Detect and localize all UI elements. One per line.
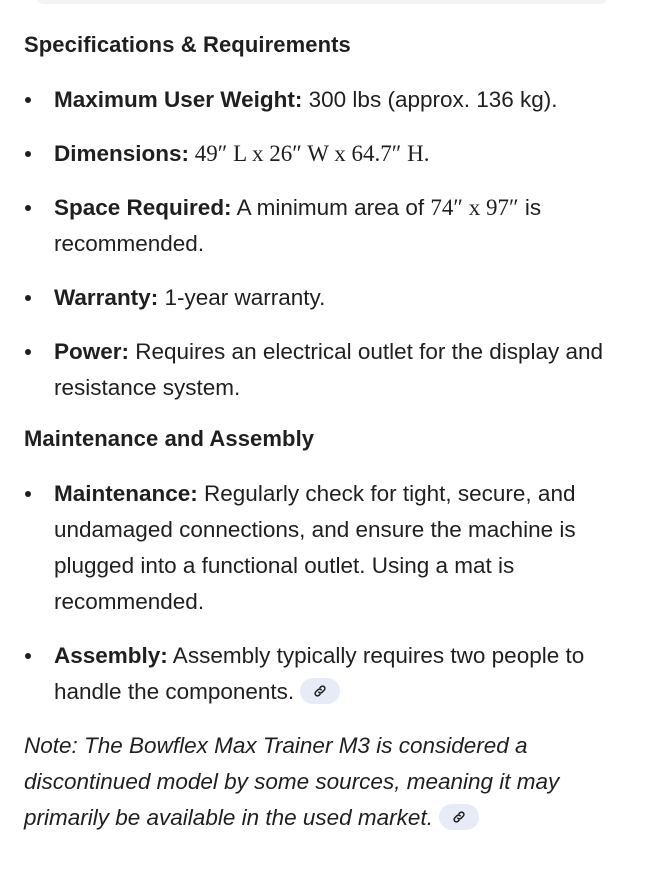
item-text: 300 lbs (approx. 136 kg).: [302, 87, 558, 112]
item-measurement: 74″ x 97″: [430, 195, 519, 220]
list-item: [24, 476, 624, 620]
list-item: [24, 190, 624, 262]
note-paragraph: [24, 728, 624, 836]
bullet-icon: [25, 491, 31, 497]
item-text: 1-year warranty.: [158, 285, 326, 310]
list-item: [24, 82, 624, 118]
item-label: Assembly:: [54, 643, 168, 668]
link-icon: [452, 810, 466, 824]
item-text: Regularly check for tight, secure, and undamaged connections, and ensure the machine is plugged into a functional outlet. Using a mat is recommended.: [54, 481, 576, 614]
link-icon: [313, 684, 327, 698]
previous-card-edge: [36, 0, 608, 4]
list-item: [24, 638, 624, 710]
item-label: Power:: [54, 339, 130, 364]
citation-chip[interactable]: [300, 678, 340, 704]
maintenance-list: [24, 476, 624, 710]
bullet-icon: [25, 151, 31, 157]
item-text: A minimum area of: [231, 195, 431, 220]
bullet-icon: [25, 349, 31, 355]
note-text: Note: The Bowflex Max Trainer M3 is considered a discontinued model by some sources, meaning it may primarily be available in the used market.: [24, 733, 560, 830]
item-label: Maximum User Weight:: [54, 87, 303, 112]
bullet-icon: [25, 295, 31, 301]
item-text: Assembly typically requires two people to handle the components.: [54, 643, 585, 704]
bullet-icon: [25, 653, 31, 659]
citation-chip[interactable]: [439, 804, 479, 830]
item-label: Maintenance:: [54, 481, 198, 506]
specs-section-title: Specifications & Requirements: [24, 32, 351, 57]
list-item: [24, 136, 624, 172]
list-item: [24, 280, 624, 316]
item-label: Warranty:: [54, 285, 159, 310]
maintenance-section-title: Maintenance and Assembly: [24, 426, 315, 451]
bullet-icon: [25, 97, 31, 103]
list-item: [24, 334, 624, 406]
item-text: Requires an electrical outlet for the display and resistance system.: [54, 339, 604, 400]
item-text: 49″ L x 26″ W x 64.7″ H.: [189, 141, 430, 166]
specs-list: [24, 82, 624, 406]
item-text-end: is recommended.: [54, 195, 542, 256]
item-label: Space Required:: [54, 195, 232, 220]
item-label: Dimensions:: [54, 141, 190, 166]
bullet-icon: [25, 205, 31, 211]
response-content: [24, 30, 624, 836]
